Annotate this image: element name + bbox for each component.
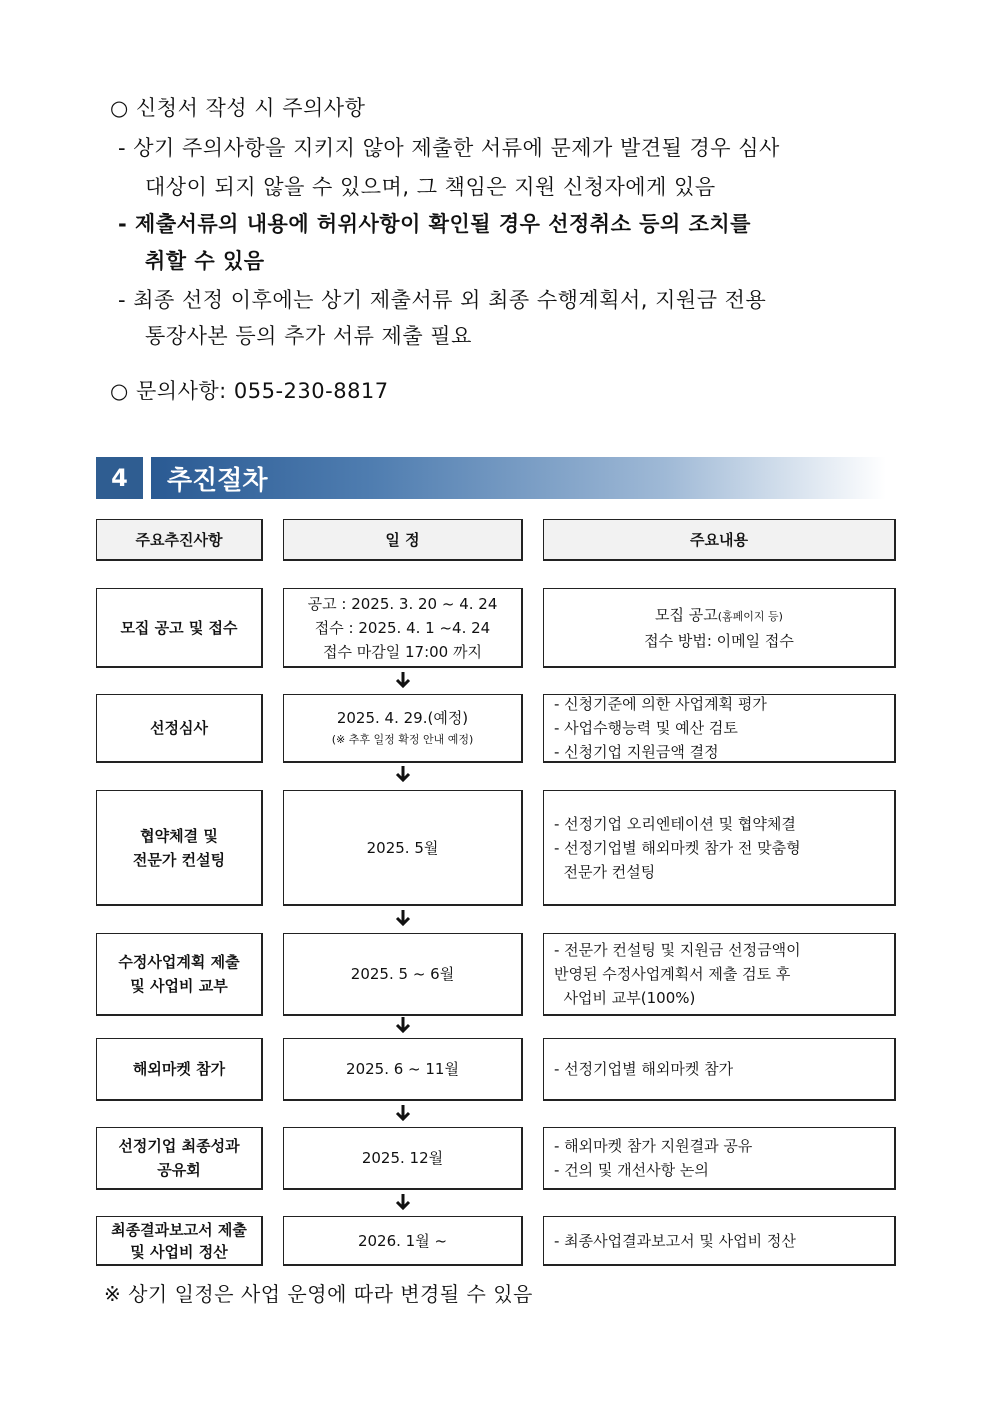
note-item-1-line-2: 대상이 되지 않을 수 있으며, 그 책임은 지원 신청자에게 있음 <box>145 175 716 199</box>
row-5-item: 해외마켓 참가 <box>96 1038 263 1101</box>
row-4-item: 수정사업계획 제출 및 사업비 교부 <box>96 933 263 1016</box>
row-3-schedule: 2025. 5월 <box>283 790 523 906</box>
row-2-schedule: 2025. 4. 29.(예정) (※ 추후 일정 확정 안내 예정) <box>283 694 523 763</box>
row-3-item: 협약체결 및 전문가 컨설팅 <box>96 790 263 906</box>
row-5-content: - 선정기업별 해외마켓 참가 <box>543 1038 896 1101</box>
row-4-schedule: 2025. 5 ~ 6월 <box>283 933 523 1016</box>
note-item-3-line-1: - 최종 선정 이후에는 상기 제출서류 외 최종 수행계획서, 지원금 전용 <box>118 288 767 312</box>
row-6-schedule: 2025. 12월 <box>283 1127 523 1190</box>
contact-info: ○ 문의사항: 055-230-8817 <box>110 379 389 403</box>
row-6-item: 선정기업 최종성과 공유회 <box>96 1127 263 1190</box>
notes-heading: ○ 신청서 작성 시 주의사항 <box>110 96 366 120</box>
footnote: ※ 상기 일정은 사업 운영에 따라 변경될 수 있음 <box>104 1282 533 1306</box>
row-5-schedule: 2025. 6 ~ 11월 <box>283 1038 523 1101</box>
row-6-content: - 해외마켓 참가 지원결과 공유 - 건의 및 개선사항 논의 <box>543 1127 896 1190</box>
arrow-down-icon <box>393 1015 413 1035</box>
section-title: 추진절차 <box>151 457 886 499</box>
row-3-content: - 선정기업 오리엔테이션 및 협약체결 - 선정기업별 해외마켓 참가 전 맞춤형 전문가 컨설팅 <box>543 790 896 906</box>
row-1-item: 모집 공고 및 접수 <box>96 588 263 668</box>
row-1-schedule: 공고 : 2025. 3. 20 ~ 4. 24 접수 : 2025. 4. 1 ~4. 24 접수 마감일 17:00 까지 <box>283 588 523 668</box>
row-1-content: 모집 공고(홈페이지 등) 접수 방법: 이메일 접수 <box>543 588 896 668</box>
note-item-2-line-2: 취할 수 있음 <box>145 249 265 273</box>
section-number: 4 <box>96 457 143 499</box>
row-7-schedule: 2026. 1월 ~ <box>283 1216 523 1266</box>
arrow-down-icon <box>393 1192 413 1212</box>
note-item-3-line-2: 통장사본 등의 추가 서류 제출 필요 <box>145 324 472 348</box>
arrow-down-icon <box>393 1103 413 1123</box>
header-item: 주요추진사항 <box>96 519 263 561</box>
note-item-2-line-1: - 제출서류의 내용에 허위사항이 확인될 경우 선정취소 등의 조치를 <box>118 212 751 236</box>
row-2-item: 선정심사 <box>96 694 263 763</box>
arrow-down-icon <box>393 908 413 928</box>
arrow-down-icon <box>393 764 413 784</box>
row-4-content: - 전문가 컨설팅 및 지원금 선정금액이 반영된 수정사업계획서 제출 검토 후 사업비 교부(100%) <box>543 933 896 1016</box>
row-7-content: - 최종사업결과보고서 및 사업비 정산 <box>543 1216 896 1266</box>
arrow-down-icon <box>393 670 413 690</box>
note-item-1-line-1: - 상기 주의사항을 지키지 않아 제출한 서류에 문제가 발견될 경우 심사 <box>118 136 780 160</box>
header-content: 주요내용 <box>543 519 896 561</box>
row-7-item: 최종결과보고서 제출 및 사업비 정산 <box>96 1216 263 1266</box>
header-schedule: 일 정 <box>283 519 523 561</box>
row-2-content: - 신청기준에 의한 사업계획 평가 - 사업수행능력 및 예산 검토 - 신청기업 지원금액 결정 <box>543 694 896 763</box>
